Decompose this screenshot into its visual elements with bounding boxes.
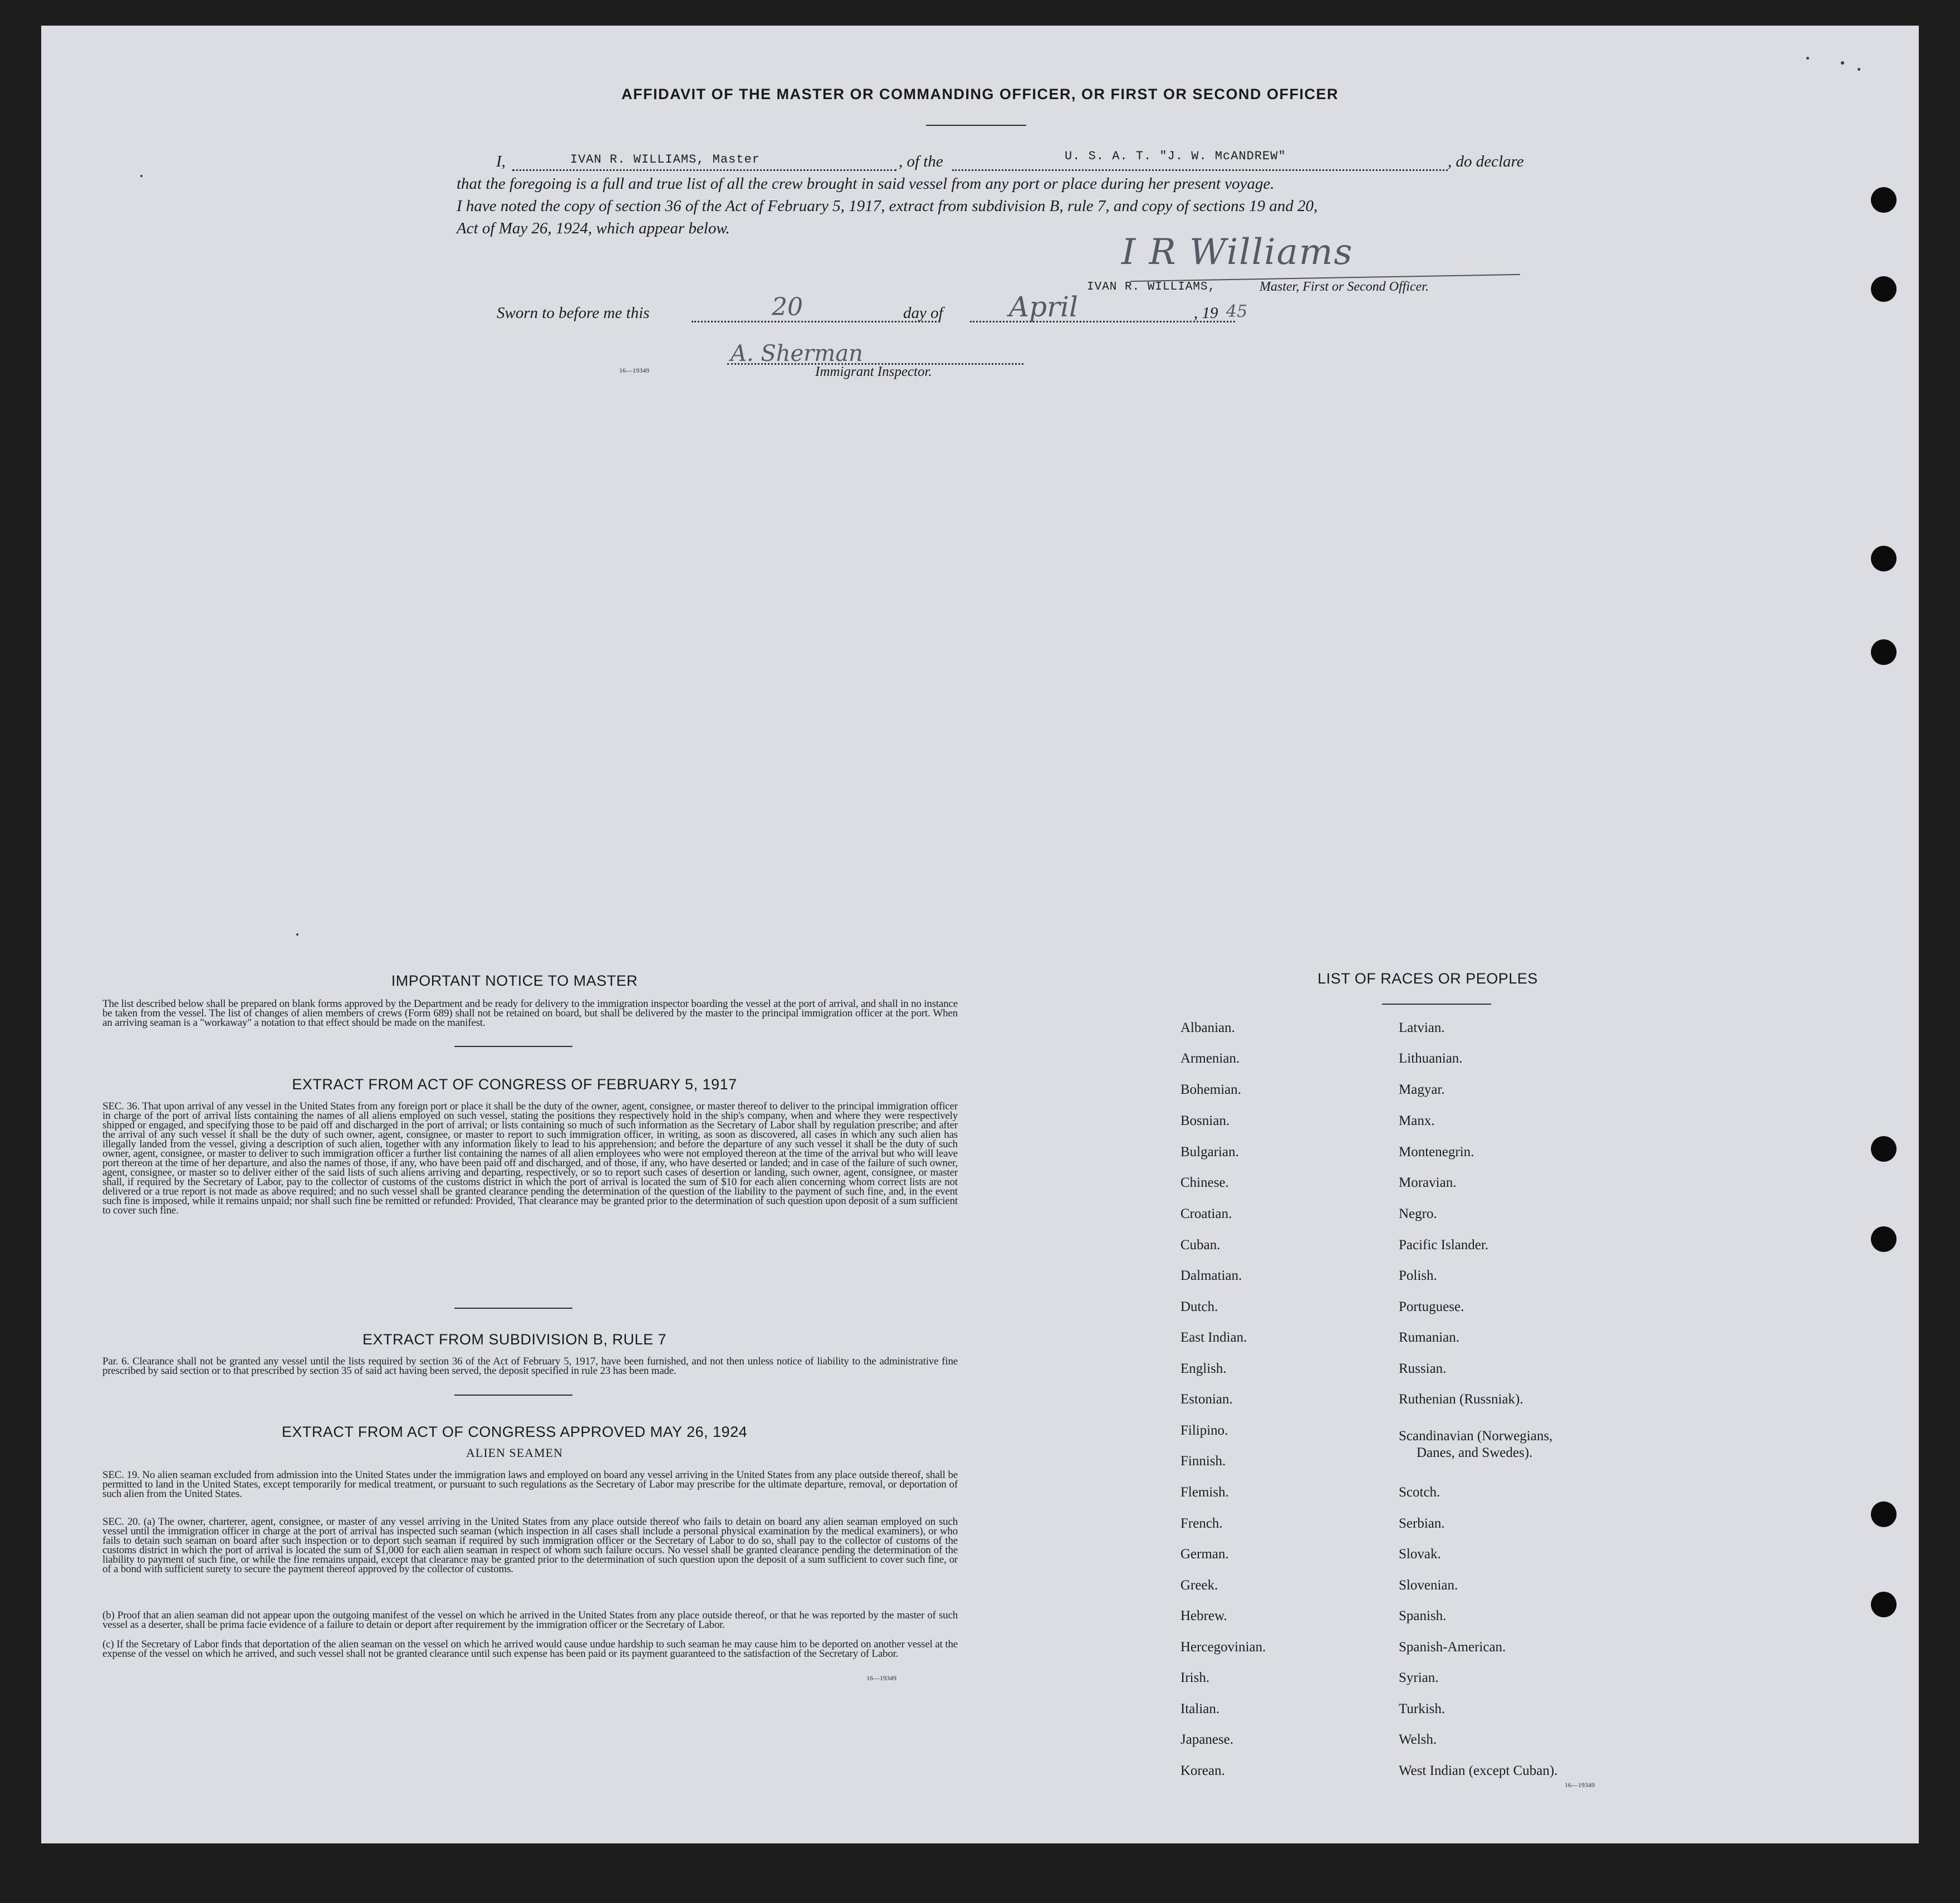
punch-hole [1871, 187, 1897, 213]
day-of-text: day of [903, 304, 943, 322]
alien-seamen-subtitle: ALIEN SEAMEN [466, 1446, 563, 1460]
race-item: Croatian. [1180, 1206, 1232, 1221]
rule7-title: EXTRACT FROM SUBDIVISION B, RULE 7 [362, 1331, 667, 1348]
race-item: Pacific Islander. [1399, 1237, 1489, 1253]
race-item: Armenian. [1180, 1051, 1240, 1066]
race-item: Irish. [1180, 1670, 1210, 1685]
race-item: Bulgarian. [1180, 1144, 1239, 1160]
race-item: Ruthenian (Russniak). [1399, 1392, 1523, 1407]
race-item: Danes, and Swedes). [1417, 1445, 1533, 1460]
race-item: Japanese. [1180, 1732, 1234, 1747]
speck [1806, 57, 1809, 60]
punch-hole [1871, 1592, 1897, 1617]
vessel-name: U. S. A. T. "J. W. McANDREW" [1065, 149, 1286, 163]
race-item: Magyar. [1399, 1082, 1445, 1097]
race-item: Estonian. [1180, 1392, 1233, 1407]
race-item: Manx. [1399, 1113, 1435, 1128]
section-rule [454, 1046, 572, 1047]
race-item: Korean. [1180, 1763, 1225, 1778]
race-item: Scotch. [1399, 1485, 1440, 1500]
sec20b-text: (b) Proof that an alien seaman did not appear upon the outgoing manifest of the vessel on which he arrived in the United States from any place outside thereof, or that he was reported by the master of such vessel as a deserter, shall be prima facie evidence of a failure to detain or deport after requirement by the immigration officer or the Secretary of Labor. [102, 1610, 958, 1631]
race-item: Greek. [1180, 1578, 1218, 1593]
speck [1858, 68, 1860, 71]
sworn-day: 20 [772, 293, 803, 321]
race-item: Spanish. [1399, 1608, 1447, 1623]
rule7-text: Par. 6. Clearance shall not be granted any vessel until the lists required by section 36 of the Act of February 5, 1917, have been furnished, and not then unless notice of liability to the administrative fine prescribed by said section or to that prescribed by section 35 of said act having been served, the deposit specified in rule 23 has been made. [102, 1356, 958, 1377]
race-item: English. [1180, 1361, 1227, 1376]
races-title: LIST OF RACES OR PEOPLES [1317, 970, 1538, 987]
section-rule [454, 1308, 572, 1309]
sec20a-text: SEC. 20. (a) The owner, charterer, agent, consignee, or master of any vessel arriving in the United States from any place outside thereof who fails to detain on board any alien seaman employed on such vessel until the immigration officer in charge at the port of arrival has inspected such seaman (which inspection in all cases shall include a personal physical examination by the medical examiners), or who fails to detain such seaman on board after such inspection or to deport such seaman if required by such immigration officer or the Secretary of Labor to do so, shall pay to the collector of customs of the customs district in which the port of arrival is located the sum of $1,000 for each alien seaman in respect of whom such failure occurs. No vessel shall be granted clearance pending the determination of the liability to payment of such fine, or while the fine remains unpaid, except that clearance may be granted prior to the determination of such question upon the deposit of a sum sufficient to cover such fine, or of a bond with sufficient surety to secure the payment thereof approved by the collector of customs. [102, 1516, 958, 1575]
race-item: Welsh. [1399, 1732, 1437, 1747]
punch-hole [1871, 639, 1897, 665]
race-item: Moravian. [1399, 1175, 1457, 1190]
race-item: Bosnian. [1180, 1113, 1230, 1128]
notice-text: The list described below shall be prepared on blank forms approved by the Department and be ready for delivery to the immigration inspector boarding the vessel at the port of arrival, and shall in no instance be taken from the vessel. The list of changes of alien members of crews (Form 689) shall not be retained on board, but shall be delivered by the master to the principal immigration officer at the port. When an arriving seaman is a "workaway" a notation to that effect should be made on the manifest. [102, 998, 958, 1029]
do-declare-text: , do declare [1448, 153, 1524, 170]
race-item: Dutch. [1180, 1299, 1218, 1314]
vessel-blank-line [952, 169, 1448, 171]
form-sheet [41, 26, 1919, 1843]
signer-role-label: Master, First or Second Officer. [1260, 280, 1429, 294]
of-the-text: , of the [899, 153, 943, 170]
title-rule [926, 125, 1026, 126]
race-item: Filipino. [1180, 1423, 1228, 1438]
sec20c-text: (c) If the Secretary of Labor finds that deportation of the alien seaman on the vessel on which he arrived would cause undue hardship to such seaman he may cause him to be deported on another vessel at the expense of the vessel on which he arrived, and such vessel shall not be granted clearance until such expense has been paid or its payment guaranteed to the satisfaction of the Secretary of Labor. [102, 1638, 958, 1660]
extract-1924-title: EXTRACT FROM ACT OF CONGRESS APPROVED MAY 26, 1924 [281, 1423, 748, 1440]
year-prefix: , 19 [1194, 304, 1218, 322]
declaration-line-4: Act of May 26, 1924, which appear below. [457, 219, 730, 237]
race-item: Chinese. [1180, 1175, 1229, 1190]
form-number-bottom-right: 16—19349 [1565, 1781, 1595, 1789]
master-signature: I R Williams [1121, 232, 1354, 273]
race-item: Spanish-American. [1399, 1640, 1506, 1655]
punch-hole [1871, 1226, 1897, 1252]
races-rule [1382, 1004, 1491, 1005]
sec19-text: SEC. 19. No alien seaman excluded from admission into the United States under the immigration laws and employed on board any vessel arriving in the United States from any place outside thereof, shall be permitted to land in the United States, except temporarily for medical treatment, or pursuant to such regulations as the Secretary of Labor may prescribe for the ultimate departure, removal, or deportation of such alien from the United States. [102, 1469, 958, 1500]
race-item: Rumanian. [1399, 1330, 1460, 1345]
sworn-year-suffix: 45 [1226, 302, 1248, 321]
affidavit-title: AFFIDAVIT OF THE MASTER OR COMMANDING OFFICER, OR FIRST OR SECOND OFFICER [621, 86, 1339, 102]
sworn-text: Sworn to before me this [497, 304, 650, 322]
speck [296, 933, 298, 936]
race-item: Polish. [1399, 1268, 1437, 1283]
race-item: French. [1180, 1516, 1223, 1531]
race-item: Bohemian. [1180, 1082, 1242, 1097]
race-item: Turkish. [1399, 1701, 1445, 1716]
race-item: Albanian. [1180, 1020, 1235, 1035]
race-item: Serbian. [1399, 1516, 1445, 1531]
race-item: Negro. [1399, 1206, 1437, 1221]
race-item: Portuguese. [1399, 1299, 1464, 1314]
extract-1917-title: EXTRACT FROM ACT OF CONGRESS OF FEBRUARY 5, 1917 [292, 1076, 737, 1093]
signer-typed-name: IVAN R. WILLIAMS, [1087, 281, 1216, 293]
race-item: Hebrew. [1180, 1608, 1227, 1623]
race-item: Cuban. [1180, 1237, 1221, 1253]
race-item: Finnish. [1180, 1454, 1226, 1469]
punch-hole [1871, 1136, 1897, 1162]
speck [140, 175, 143, 177]
race-item: East Indian. [1180, 1330, 1247, 1345]
declaration-line-3: I have noted the copy of section 36 of the Act of February 5, 1917, extract from subdivision B, rule 7, and copy of sections 19 and 20, [457, 197, 1318, 215]
race-item: Scandinavian (Norwegians, [1399, 1429, 1553, 1444]
race-item: Slovak. [1399, 1547, 1441, 1562]
declaration-line-2: that the foregoing is a full and true list of all the crew brought in said vessel from any port or place during her present voyage. [457, 175, 1275, 193]
race-item: West Indian (except Cuban). [1399, 1763, 1558, 1778]
punch-hole [1871, 276, 1897, 302]
notice-title: IMPORTANT NOTICE TO MASTER [391, 972, 638, 989]
race-item: Latvian. [1399, 1020, 1445, 1035]
race-item: Russian. [1399, 1361, 1447, 1376]
race-item: Lithuanian. [1399, 1051, 1463, 1066]
race-item: Montenegrin. [1399, 1144, 1474, 1160]
inspector-signature: A. Sherman [731, 341, 863, 366]
race-item: Dalmatian. [1180, 1268, 1242, 1283]
race-item: German. [1180, 1547, 1229, 1562]
race-item: Flemish. [1180, 1485, 1229, 1500]
form-number-top: 16—19349 [619, 366, 649, 374]
punch-hole [1871, 1501, 1897, 1527]
race-item: Slovenian. [1399, 1578, 1458, 1593]
name-blank-line [512, 169, 896, 171]
affidavit-pronoun: I, [496, 153, 506, 170]
form-number-bottom-left: 16—19349 [866, 1674, 896, 1682]
race-item: Syrian. [1399, 1670, 1439, 1685]
section-rule [454, 1395, 572, 1396]
master-name: IVAN R. WILLIAMS, Master [570, 153, 760, 167]
extract-1917-text: SEC. 36. That upon arrival of any vessel in the United States from any foreign port or place it shall be the duty of the owner, agent, consignee, or master thereof to deliver to the principal immigration officer in charge of the port of arrival lists containing the names of all aliens employed on such vessel, stating the positions they respectively hold in the ship's company, when and where they were respectively shipped or engaged, and specifying those to be paid off and discharged in the port of arrival; or lists containing so much of such information as the Secretary of Labor shall by regulation prescribe; and after the arrival of any such vessel it shall be the duty of such owner, agent, consignee, or master to report to such immigration officer, in writing, as soon as discovered, all cases in which any such alien has illegally landed from the vessel, giving a description of such alien, together with any information likely to lead to his apprehension; and before the departure of any such vessel it shall be the duty of such owner, agent, consignee, or master to deliver to such immigration officer a further list containing the names of all alien employees who were not employed thereon at the time of the arrival but who will leave port thereon at the time of her departure, and also the names of those, if any, who have been paid off and discharged, and of those, if any, who have deserted or landed; and in case of the failure of such owner, agent, consignee, or master so to deliver either of the said lists of such aliens arriving and departing, respectively, or so to report such cases of desertion or landing, such owner, agent, consignee, or master shall, if required by the Secretary of Labor, pay to the collector of customs of the customs district in which the port of arrival is located the sum of $10 for each alien concerning whom correct lists are not delivered or a true report is not made as above required; and no such vessel shall be granted clearance pending the determination of the question of the liability to the payment of such fine, and, in the event such fine is imposed, while it remains unpaid; nor shall such fine be remitted or refunded: Provided, That clearance may be granted prior to the determination of such question upon deposit of a sum sufficient to cover such fine. [102, 1100, 958, 1216]
inspector-label: Immigrant Inspector. [815, 364, 932, 379]
punch-hole [1871, 546, 1897, 571]
race-item: Hercegovinian. [1180, 1640, 1266, 1655]
race-item: Italian. [1180, 1701, 1220, 1716]
sworn-month: April [1009, 291, 1078, 323]
speck [1841, 61, 1844, 65]
